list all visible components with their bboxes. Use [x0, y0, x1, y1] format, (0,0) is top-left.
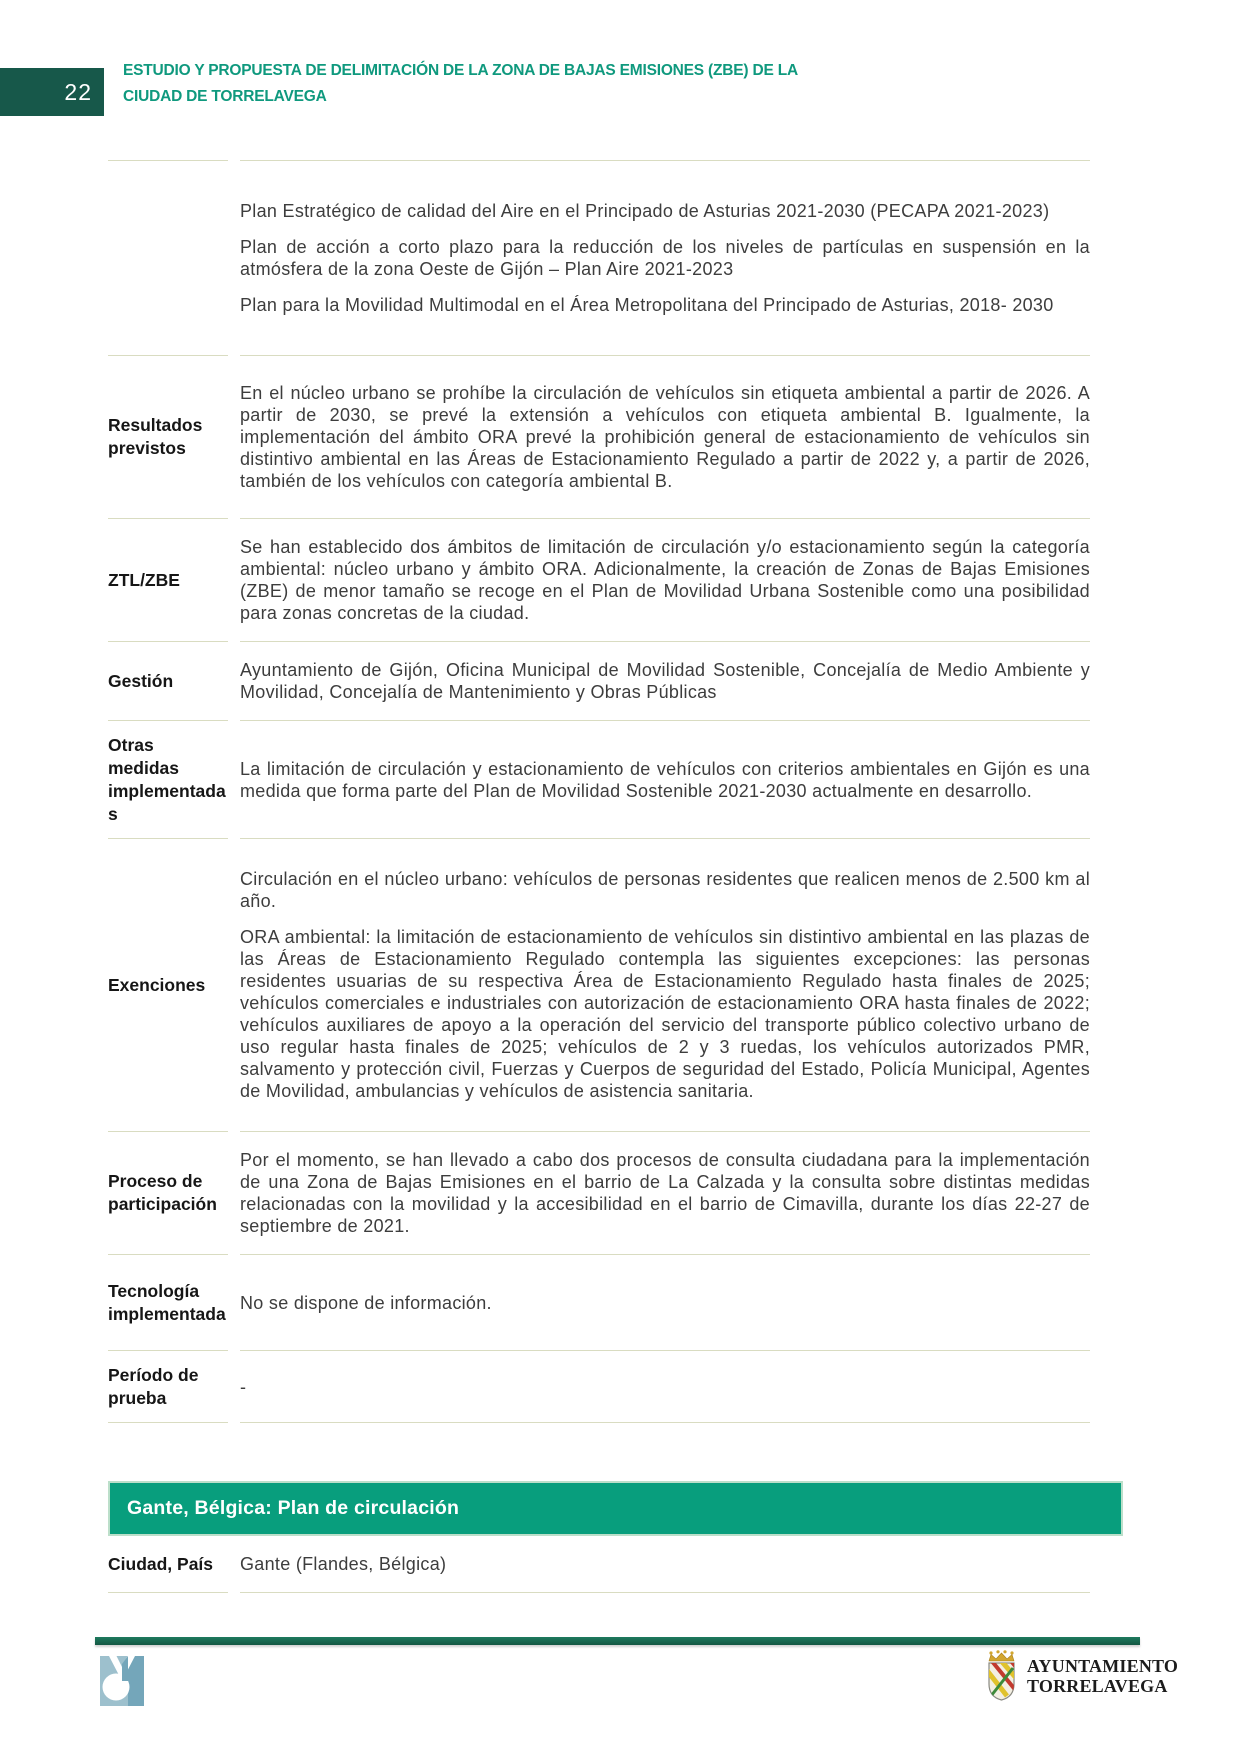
row-paragraph: En el núcleo urbano se prohíbe la circulación de vehículos sin etiqueta ambiental a partir de 2026. A partir de 2030, se prevé la extensión a vehículos con etiqueta ambiental B. Igualmente, la implementación del ámbito ORA prevé la prohibición general de estacionamiento de vehículos sin distintivo ambiental en las Áreas de Estacionamiento Regulado a partir de 2022 y, a partir de 2026, también de los vehículos con categoría ambiental B. [240, 383, 1090, 491]
row-content [240, 355, 1090, 518]
page-title-line2: CIUDAD DE TORRELAVEGA [123, 88, 327, 105]
row-paragraph: No se dispone de información. [240, 1292, 492, 1313]
row-label: ZTL/ZBE [108, 518, 228, 641]
page-title [123, 58, 883, 110]
row-paragraph: Gante (Flandes, Bélgica) [240, 1554, 447, 1574]
table-row [108, 838, 1090, 1131]
ayuntamiento-logo [985, 1650, 1178, 1702]
section-banner [108, 1481, 1123, 1536]
row-paragraph: Por el momento, se han llevado a cabo dos procesos de consulta ciudadana para la implementación de una Zona de Bajas Emisiones en el barrio de La Calzada y la consulta sobre distintas medidas relacionadas con la movilidad y la accesibilidad en el barrio de Cimavilla, durante los días 22-27 de septiembre de 2021. [240, 1150, 1090, 1236]
row-paragraph: Plan para la Movilidad Multimodal en el Área Metropolitana del Principado de Asturias, 2018- 2030 [240, 295, 1054, 315]
row-paragraph: - [240, 1376, 247, 1397]
municipality-name [1027, 1656, 1178, 1696]
row-content [240, 641, 1090, 720]
row-content [240, 518, 1090, 641]
table-row [108, 355, 1090, 518]
row-label: Resultados previstos [108, 355, 228, 518]
movilidad-m-logo-icon [100, 1656, 144, 1706]
row-label: Gestión [108, 641, 228, 720]
table-row [108, 1131, 1090, 1254]
table-row [108, 1536, 1090, 1593]
gante-fact-table [108, 1536, 1090, 1593]
row-paragraph: Ayuntamiento de Gijón, Oficina Municipal de Movilidad Sostenible, Concejalía de Medio Ambiente y Movilidad, Concejalía de Mantenimiento y Obras Públicas [240, 660, 1090, 702]
section-banner-title: Gante, Bélgica: Plan de circulación [127, 1497, 460, 1519]
table-row [108, 160, 1090, 355]
row-content [240, 838, 1090, 1131]
divider-segment [108, 1422, 228, 1423]
table-row [108, 720, 1090, 838]
row-paragraph: Circulación en el núcleo urbano: vehículos de personas residentes que realicen menos de 2.500 km al año. [240, 869, 1090, 911]
main-content [108, 160, 1090, 1593]
row-paragraph: Plan Estratégico de calidad del Aire en el Principado de Asturias 2021-2030 (PECAPA 2021-2023) [240, 201, 1050, 221]
row-label: Exenciones [108, 838, 228, 1131]
row-content [240, 720, 1090, 838]
row-label: Tecnología implementada [108, 1254, 228, 1350]
torrelavega-coat-of-arms-icon [985, 1650, 1019, 1702]
movilidad-m-logo-icon [100, 1656, 144, 1706]
divider-segment [240, 1422, 1090, 1423]
row-label: Proceso de participación [108, 1131, 228, 1254]
table-row [108, 641, 1090, 720]
page-number: 22 [64, 78, 92, 105]
row-content [240, 1131, 1090, 1254]
table-row [108, 518, 1090, 641]
row-paragraph: La limitación de circulación y estacionamiento de vehículos con criterios ambientales en Gijón es una medida que forma parte del Plan de Movilidad Sostenible 2021-2030 actualmente en desarrollo. [240, 758, 1090, 801]
row-label [108, 160, 228, 355]
municipality-line1: AYUNTAMIENTO [1027, 1656, 1179, 1676]
municipality-line2: TORRELAVEGA [1027, 1676, 1168, 1696]
row-content [240, 1254, 1090, 1350]
footer-rule [95, 1637, 1140, 1645]
gijon-fact-table [108, 160, 1090, 1422]
table-bottom-divider [108, 1422, 1090, 1423]
row-paragraph: ORA ambiental: la limitación de estacionamiento de vehículos sin distintivo ambiental en las plazas de las Áreas de Estacionamiento Regulado contempla las siguientes excepciones: las personas residentes usuarias de su respectiva Área de Estacionamiento Regulado hasta finales de 2025; vehículos comerciales e industriales con autorización de estacionamiento ORA hasta finales de 2022; vehículos auxiliares de apoyo a la operación del servicio del transporte público colectivo urbano de uso regular hasta finales de 2025; vehículos de 2 y 3 ruedas, los vehículos autorizados PMR, salvamento y protección civil, Fuerzas y Cuerpos de seguridad del Estado, Policía Municipal, Agentes de Movilidad, ambulancias y vehículos de asistencia sanitaria. [240, 927, 1090, 1101]
table-row [108, 1254, 1090, 1350]
row-paragraph: Se han establecido dos ámbitos de limitación de circulación y/o estacionamiento según la categoría ambiental: núcleo urbano y ámbito ORA. Adicionalmente, la creación de Zonas de Bajas Emisiones (ZBE) de menor tamaño se recoge en el Plan de Movilidad Urbana Sostenible como una posibilidad para zonas concretas de la ciudad. [240, 537, 1090, 623]
row-label: Ciudad, País [108, 1536, 228, 1593]
table-row [108, 1350, 1090, 1422]
row-paragraph: Plan de acción a corto plazo para la reducción de los niveles de partículas en suspensión en la atmósfera de la zona Oeste de Gijón – Plan Aire 2021-2023 [240, 237, 1090, 279]
row-label: Otras medidas implementadas [108, 720, 228, 838]
page-title-line1: ESTUDIO Y PROPUESTA DE DELIMITACIÓN DE LA ZONA DE BAJAS EMISIONES (ZBE) DE LA [123, 62, 798, 79]
row-content [240, 1536, 1090, 1593]
row-label: Período de prueba [108, 1350, 228, 1422]
row-content [240, 1350, 1090, 1422]
row-content [240, 160, 1090, 355]
page-number-block [0, 68, 104, 116]
